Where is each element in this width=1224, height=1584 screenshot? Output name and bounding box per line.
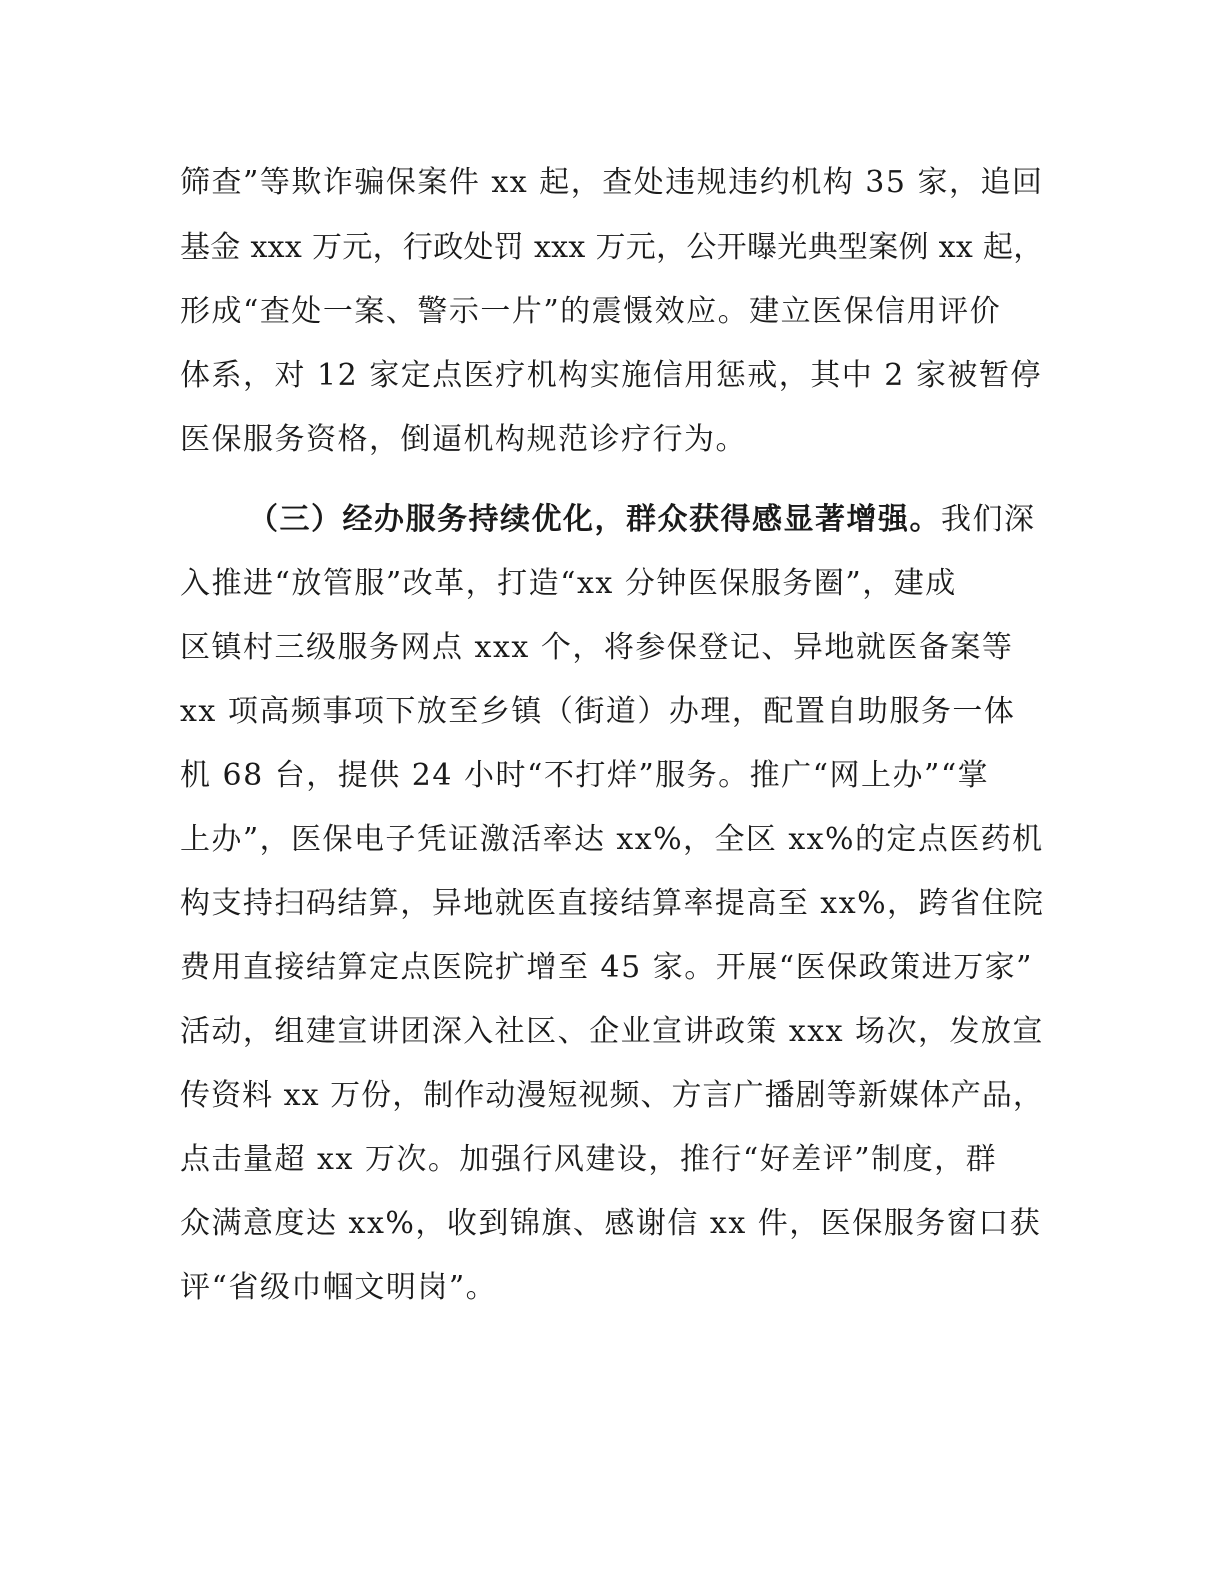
paragraph-2-line-12: 众满意度达 xx%，收到锦旗、感谢信 xx 件，医保服务窗口获 [180,1206,1042,1241]
paragraph-2-line-6: 上办”，医保电子凭证激活率达 xx%，全区 xx%的定点医药机 [180,822,1044,857]
paragraph-2-line-5: 机 68 台，提供 24 小时“不打烊”服务。推广“网上办”“掌 [180,758,990,793]
paragraph-1-line-2: 基金 xxx 万元，行政处罚 xxx 万元，公开曝光典型案例 xx 起， [180,230,1044,265]
paragraph-2-line-10: 传资料 xx 万份，制作动漫短视频、方言广播剧等新媒体产品， [180,1078,1044,1113]
paragraph-1-line-4: 体系，对 12 家定点医疗机构实施信用惩戒，其中 2 家被暂停 [180,358,1042,393]
paragraph-2-line-1 [248,500,1036,540]
paragraph-2-line-3: 区镇村三级服务网点 xxx 个，将参保登记、异地就医备案等 [180,630,1014,665]
paragraph-2-line-8: 费用直接结算定点医院扩增至 45 家。开展“医保政策进万家” [180,950,1033,985]
paragraph-2-line-9: 活动，组建宣讲团深入社区、企业宣讲政策 xxx 场次，发放宣 [180,1014,1044,1049]
paragraph-2-line-11: 点击量超 xx 万次。加强行风建设，推行“好差评”制度，群 [180,1142,998,1177]
paragraph-2-line-7: 构支持扫码结算，异地就医直接结算率提高至 xx%，跨省住院 [180,886,1045,921]
paragraph-1-line-3: 形成“查处一案、警示一片”的震慑效应。建立医保信用评价 [180,294,1002,329]
paragraph-2-line-1-rest: 我们深 [941,502,1036,537]
paragraph-2-line-13: 评“省级巾帼文明岗”。 [180,1270,498,1305]
paragraph-2-line-2: 入推进“放管服”改革，打造“xx 分钟医保服务圈”，建成 [180,566,957,601]
paragraph-1-line-5: 医保服务资格，倒逼机构规范诊疗行为。 [180,422,747,457]
paragraph-2-line-4: xx 项高频事项下放至乡镇（街道）办理，配置自助服务一体 [180,694,1016,729]
paragraph-1-line-1: 筛查”等欺诈骗保案件 xx 起，查处违规违约机构 35 家，追回 [180,165,1044,200]
section-heading: （三）经办服务持续优化，群众获得感显著增强。 [248,502,941,537]
